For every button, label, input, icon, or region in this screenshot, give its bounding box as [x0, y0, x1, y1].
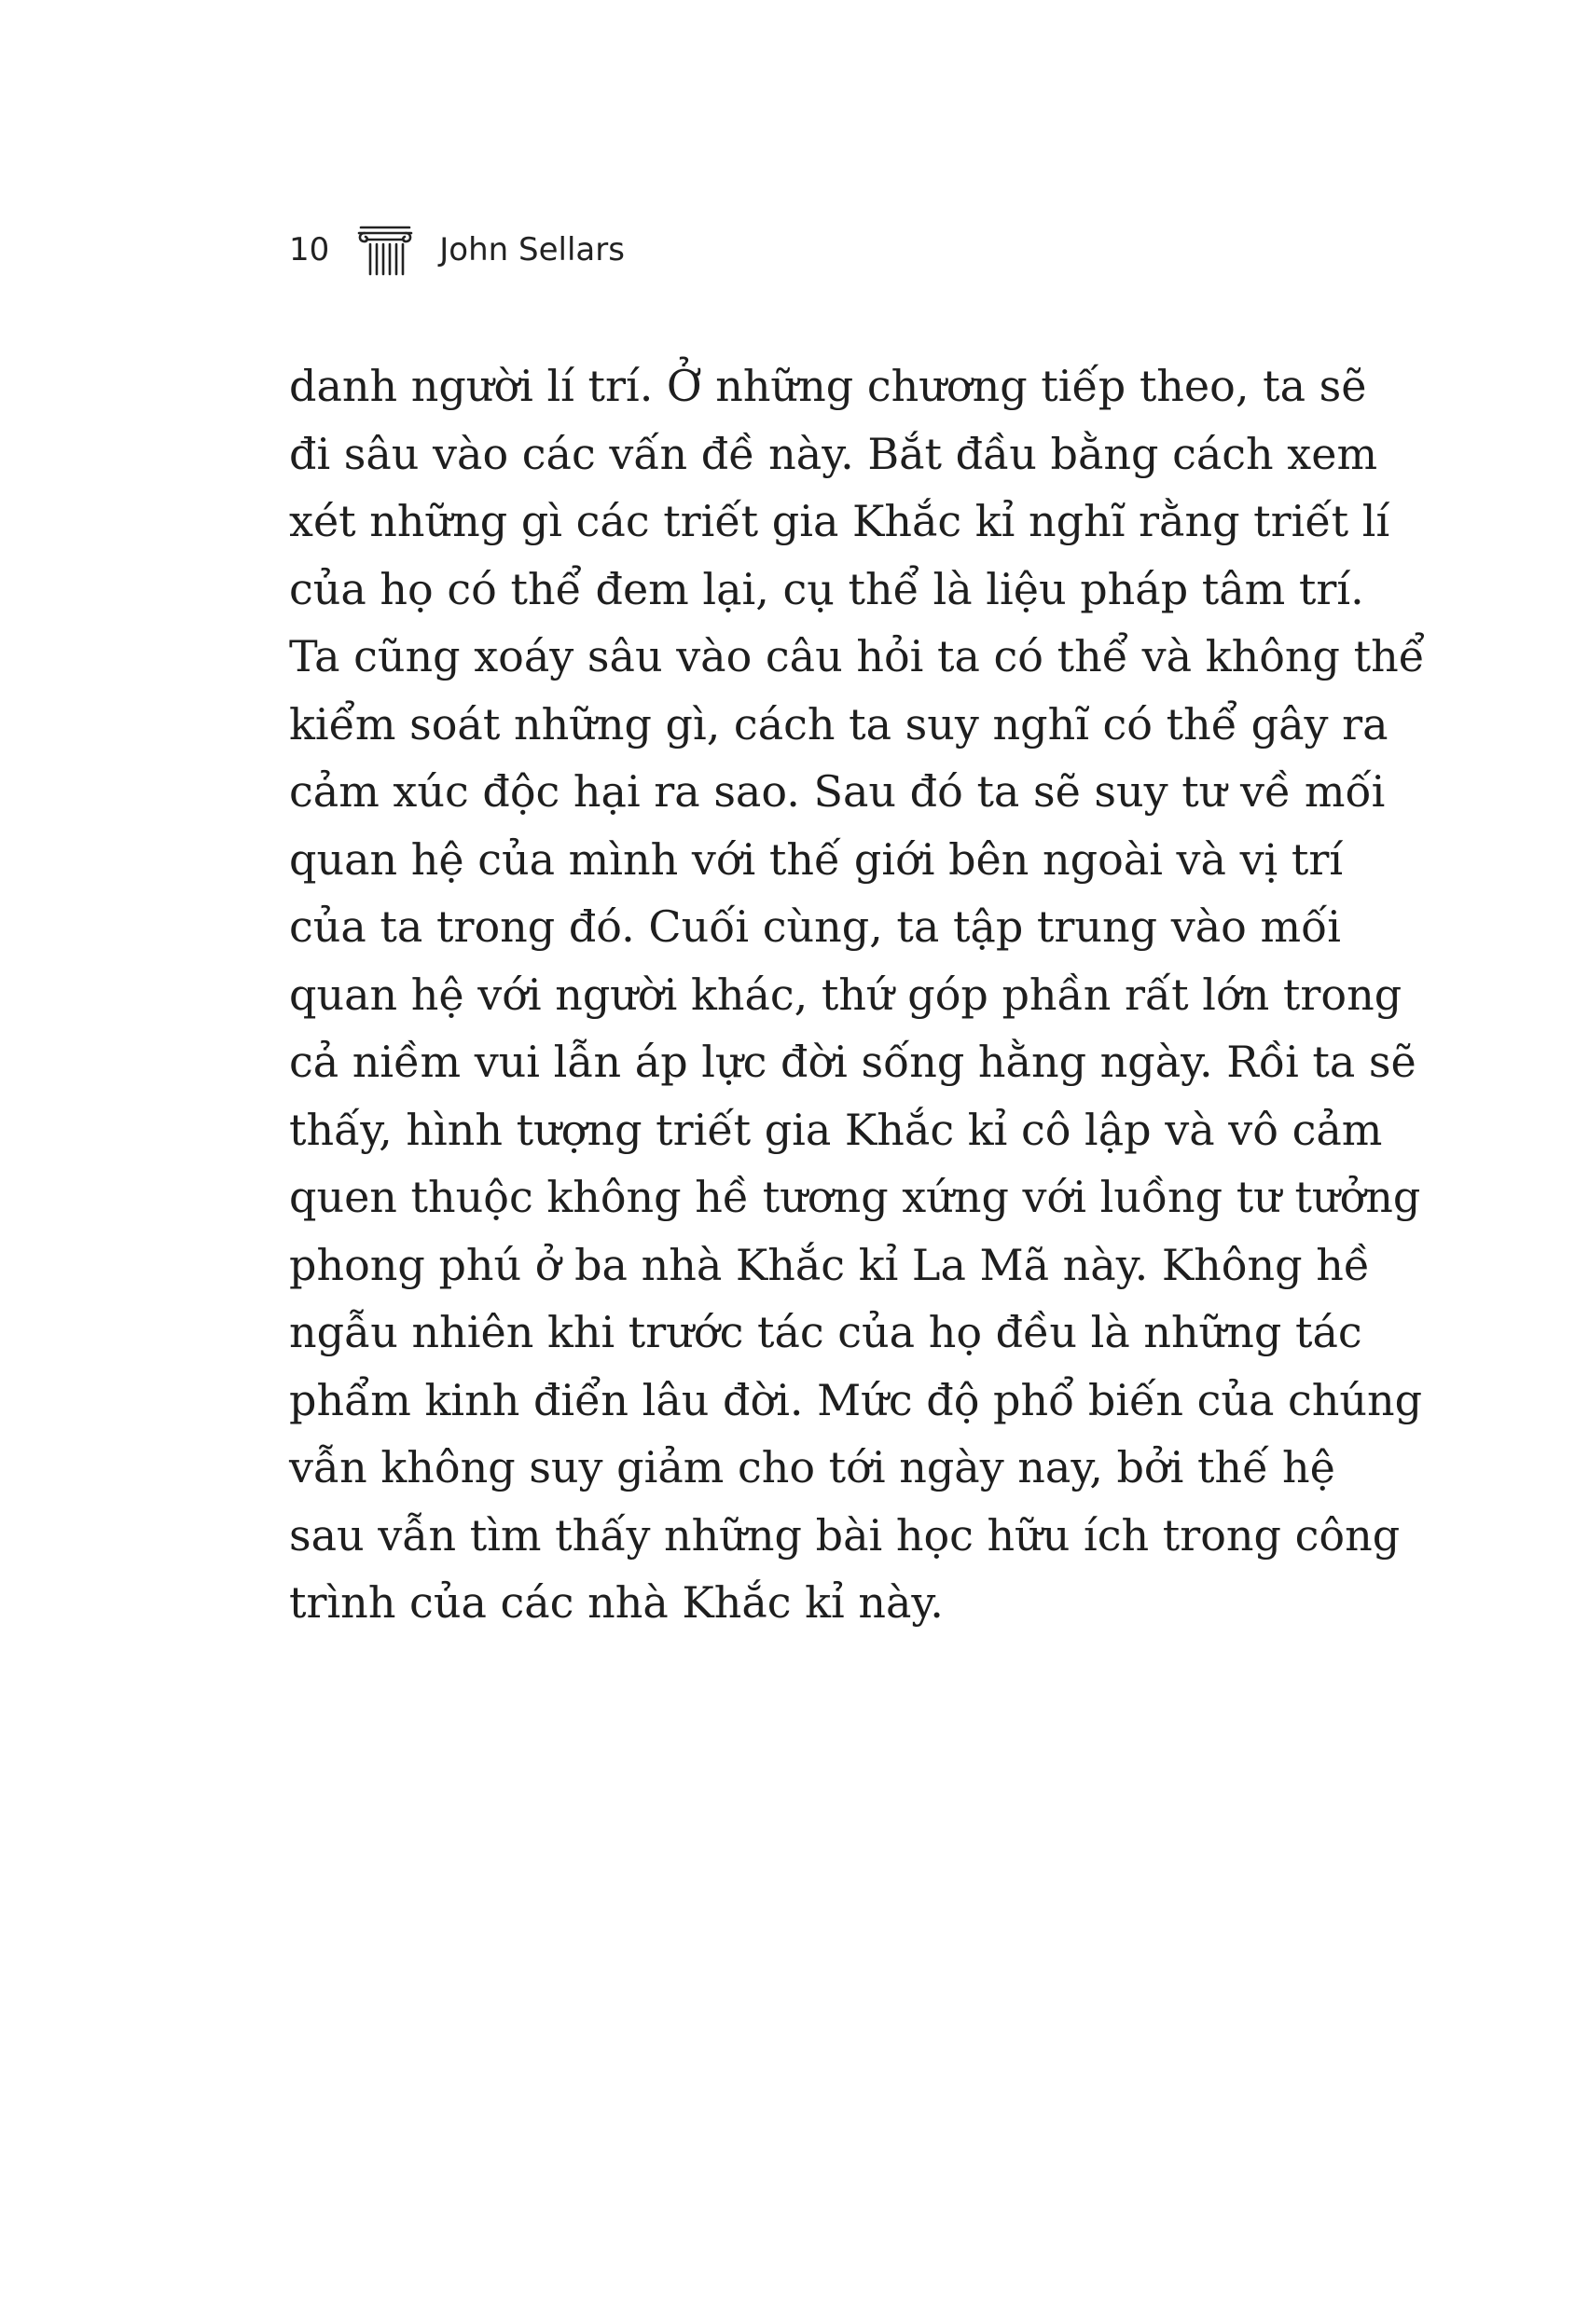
text-line: cảm xúc độc hại ra sao. Sau đó ta sẽ suy tư về mối	[289, 766, 1386, 817]
text-line: xét những gì các triết gia Khắc kỉ nghĩ rằng triết lí	[289, 496, 1390, 546]
text-line: Ta cũng xoáy sâu vào câu hỏi ta có thể và không thể	[289, 631, 1425, 681]
text-line: đi sâu vào các vấn đề này. Bắt đầu bằng cách xem	[289, 428, 1378, 479]
text-line: của ta trong đó. Cuối cùng, ta tập trung vào mối	[289, 901, 1341, 952]
body-paragraph	[289, 352, 1425, 1637]
text-line: kiểm soát những gì, cách ta suy nghĩ có thể gây ra	[289, 698, 1388, 749]
page-number: 10	[289, 231, 330, 268]
running-header	[289, 213, 625, 287]
text-line: phẩm kinh điển lâu đời. Mức độ phổ biến của chúng	[289, 1374, 1423, 1425]
text-line: vẫn không suy giảm cho tới ngày nay, bởi thế hệ	[289, 1442, 1335, 1492]
ionic-column-icon	[355, 222, 415, 278]
text-line: danh người lí trí. Ở những chương tiếp theo, ta sẽ	[289, 361, 1367, 411]
text-line: trình của các nhà Khắc kỉ này.	[289, 1577, 944, 1628]
text-line: quan hệ của mình với thế giới bên ngoài và vị trí	[289, 833, 1344, 885]
text-line: quan hệ với người khác, thứ góp phần rất lớn trong	[289, 969, 1402, 1020]
text-line: của họ có thể đem lại, cụ thể là liệu pháp tâm trí.	[289, 563, 1364, 614]
text-line: sau vẫn tìm thấy những bài học hữu ích trong công	[289, 1509, 1401, 1561]
text-line: quen thuộc không hề tương xứng với luồng tư tưởng	[289, 1172, 1421, 1222]
text-line: phong phú ở ba nhà Khắc kỉ La Mã này. Không hề	[289, 1239, 1371, 1290]
author-name: John Sellars	[439, 231, 625, 268]
text-line: ngẫu nhiên khi trước tác của họ đều là những tác	[289, 1307, 1362, 1357]
text-line: cả niềm vui lẫn áp lực đời sống hằng ngày. Rồi ta sẽ	[289, 1037, 1416, 1087]
text-line: thấy, hình tượng triết gia Khắc kỉ cô lập và vô cảm	[289, 1104, 1383, 1155]
